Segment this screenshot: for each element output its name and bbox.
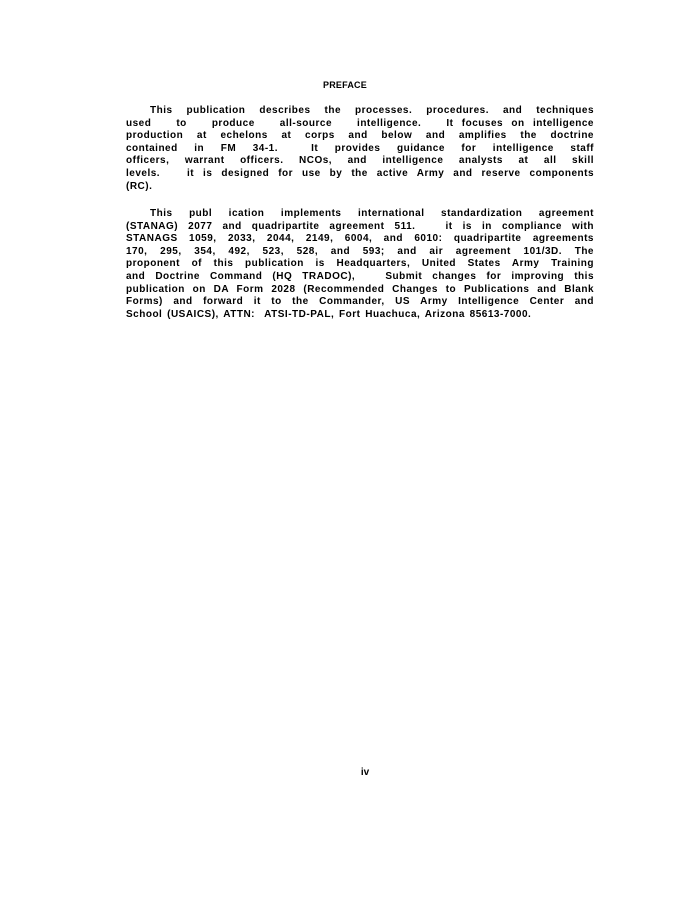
- preface-paragraph-1: [126, 105, 594, 193]
- preface-paragraph-2: [126, 208, 594, 321]
- paragraph-line: This publication describes the processes. procedures. and techniques: [150, 105, 594, 116]
- paragraph-line: proponent of this publication is Headquarters, United States Army Training: [126, 258, 594, 270]
- paragraph-line: and Doctrine Command (HQ TRADOC), Submit changes for improving this: [126, 270, 594, 282]
- paragraph-line: STANAGS 1059, 2033, 2044, 2149, 6004, and 6010: quadripartite agreements: [126, 233, 594, 245]
- paragraph-line: contained in FM 34-1. It provides guidance for intelligence staff: [126, 142, 594, 154]
- paragraph-line: Forms) and forward it to the Commander, US Army Intelligence Center and: [126, 296, 594, 308]
- paragraph-line: This publ ication implements international standardization agreement: [150, 208, 594, 219]
- paragraph-line: (RC).: [126, 180, 153, 192]
- paragraph-line: 170, 295, 354, 492, 523, 528, and 593; and air agreement 101/3D. The: [126, 245, 594, 257]
- paragraph-line: levels. it is designed for use by the active Army and reserve components: [126, 167, 594, 179]
- paragraph-line: publication on DA Form 2028 (Recommended Changes to Publications and Blank: [126, 283, 594, 295]
- paragraph-line: used to produce all-source intelligence. It focuses on intelligence: [126, 117, 594, 129]
- paragraph-line: School (USAICS), ATTN: ATSI-TD-PAL, Fort Huachuca, Arizona 85613-7000.: [126, 308, 532, 320]
- page-title: PREFACE: [323, 80, 367, 90]
- paragraph-line: (STANAG) 2077 and quadripartite agreement 511. it is in compliance with: [126, 220, 594, 232]
- paragraph-line: production at echelons at corps and below and amplifies the doctrine: [126, 130, 594, 142]
- page-number: iv: [360, 767, 370, 778]
- paragraph-line: officers, warrant officers. NCOs, and intelligence analysts at all skill: [126, 155, 594, 167]
